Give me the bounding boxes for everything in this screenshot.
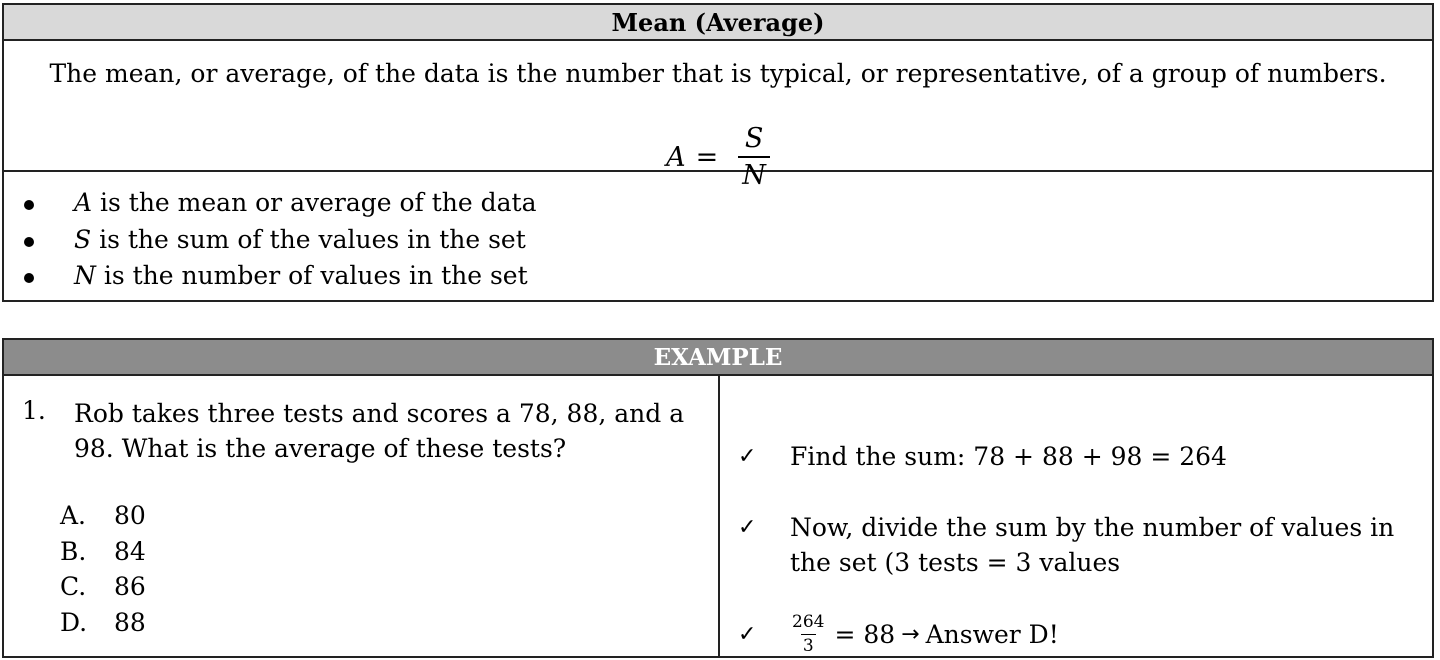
variable-symbol: N xyxy=(74,261,96,290)
formula-denominator: N xyxy=(738,156,770,189)
choice-c xyxy=(60,569,146,605)
variable-description: is the sum of the values in the set xyxy=(91,224,526,254)
step-text: Find the sum: 78 + 88 + 98 = 264 xyxy=(790,442,1227,471)
choice-b xyxy=(60,534,146,570)
step-result: = 88 xyxy=(834,620,896,649)
formula-lhs: A xyxy=(666,141,686,173)
division-fraction xyxy=(790,614,826,655)
checkmark-icon: ✓ xyxy=(738,622,757,647)
variable-symbol: S xyxy=(74,224,92,254)
step-text: Now, divide the sum by the number of values in the set (3 tests = 3 values xyxy=(790,513,1395,577)
choice-letter: C. xyxy=(60,572,87,601)
definition-description: The mean, or average, of the data is the number that is typical, or representative, of a group of numbers. xyxy=(49,59,1387,88)
question-text: Rob takes three tests and scores a 78, 88, and a 98. What is the average of these tests? xyxy=(74,399,685,463)
definition-box xyxy=(2,3,1434,302)
definition-body xyxy=(4,41,1432,191)
answer-choices xyxy=(60,498,146,640)
list-item xyxy=(4,258,1432,295)
answer-conclusion: Answer D! xyxy=(925,620,1059,649)
variable-symbol: A xyxy=(74,188,93,217)
variable-description: is the mean or average of the data xyxy=(92,188,537,217)
fraction-numerator: 264 xyxy=(792,612,825,632)
question-number: 1. xyxy=(22,396,46,425)
solution-step-1 xyxy=(738,439,1430,474)
example-body xyxy=(4,376,1432,656)
choice-a xyxy=(60,498,146,534)
example-title: EXAMPLE xyxy=(4,340,1432,376)
choice-letter: B. xyxy=(60,536,87,566)
solution-step-3 xyxy=(738,614,1059,655)
choice-value: 86 xyxy=(114,572,146,601)
mean-formula xyxy=(4,125,1432,189)
checkmark-icon: ✓ xyxy=(738,515,757,540)
solution-panel xyxy=(720,376,1432,656)
bullet-icon xyxy=(24,273,34,283)
formula-fraction xyxy=(738,125,770,189)
list-item xyxy=(4,185,1432,222)
variable-description: is the number of values in the set xyxy=(95,261,528,290)
definition-title: Mean (Average) xyxy=(4,5,1432,41)
question-panel xyxy=(4,376,720,656)
formula-numerator: S xyxy=(744,123,764,154)
choice-value: 88 xyxy=(114,607,146,637)
fraction-denominator: 3 xyxy=(802,636,814,656)
variable-list xyxy=(4,172,1432,295)
formula-equals: = xyxy=(695,141,719,173)
choice-d xyxy=(60,605,146,641)
arrow-right-icon: → xyxy=(901,622,920,647)
checkmark-icon: ✓ xyxy=(738,444,757,469)
list-item xyxy=(4,222,1432,259)
example-box xyxy=(2,338,1434,658)
solution-step-2 xyxy=(738,510,1430,580)
choice-letter: A. xyxy=(60,501,87,530)
choice-value: 80 xyxy=(114,501,146,530)
bullet-icon xyxy=(24,200,34,210)
choice-letter: D. xyxy=(60,607,88,637)
choice-value: 84 xyxy=(114,536,146,566)
bullet-icon xyxy=(24,237,34,247)
